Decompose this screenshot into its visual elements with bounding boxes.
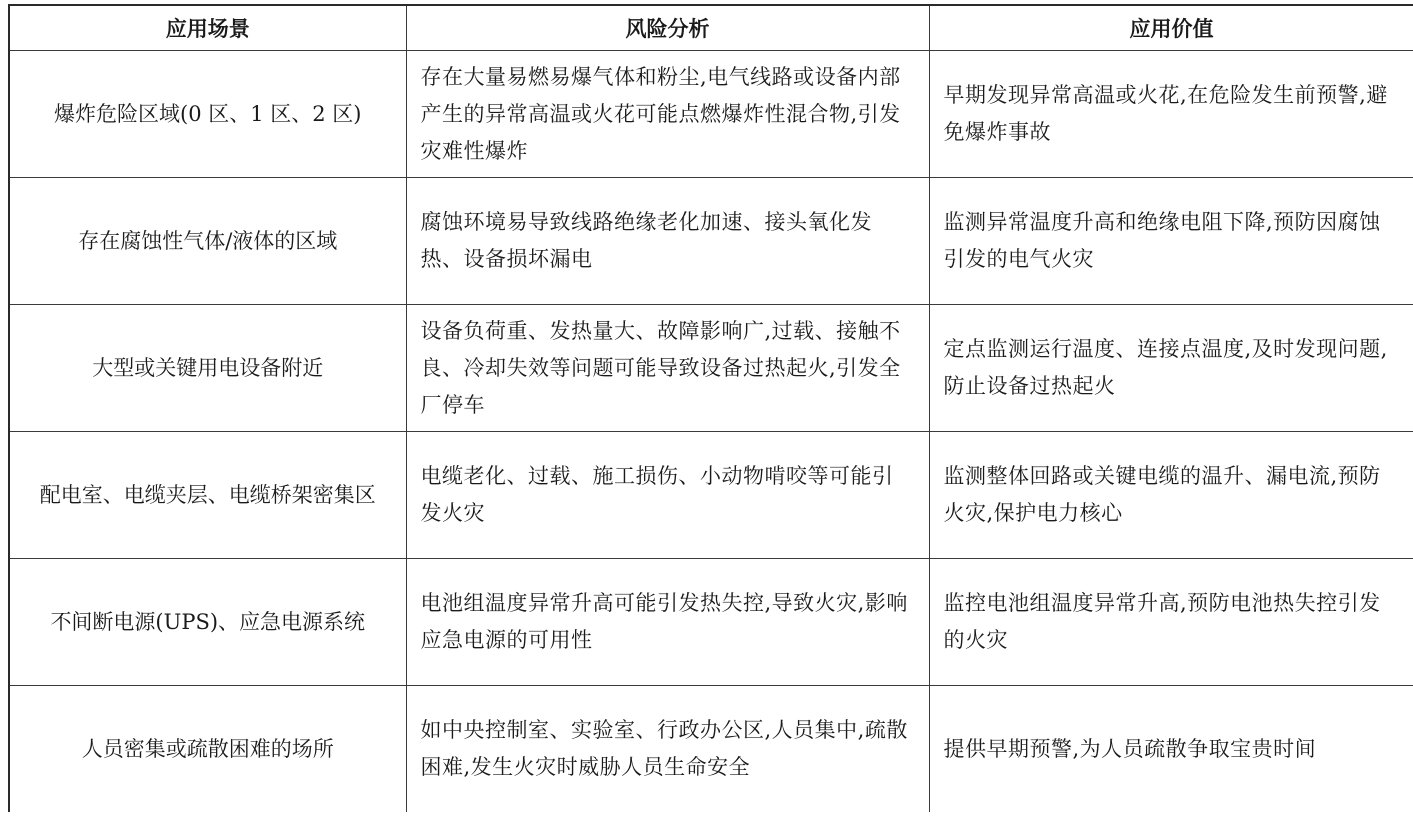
cell-scene: 存在腐蚀性气体/液体的区域 <box>9 178 406 305</box>
header-value: 应用价值 <box>929 5 1413 51</box>
table-header-row <box>9 5 1413 51</box>
application-table-container <box>8 4 1413 825</box>
cell-risk: 电池组温度异常升高可能引发热失控,导致火灾,影响应急电源的可用性 <box>406 559 929 686</box>
cell-risk: 腐蚀环境易导致线路绝缘老化加速、接头氧化发热、设备损坏漏电 <box>406 178 929 305</box>
cell-risk: 如中央控制室、实验室、行政办公区,人员集中,疏散困难,发生火灾时威胁人员生命安全 <box>406 686 929 813</box>
table-row <box>9 178 1413 305</box>
cell-scene: 配电室、电缆夹层、电缆桥架密集区 <box>9 432 406 559</box>
table-row <box>9 559 1413 686</box>
cell-value: 监测异常温度升高和绝缘电阻下降,预防因腐蚀引发的电气火灾 <box>929 178 1413 305</box>
table-row <box>9 432 1413 559</box>
cell-scene: 爆炸危险区域(0 区、1 区、2 区) <box>9 51 406 178</box>
application-scenario-table <box>8 4 1413 812</box>
table-row <box>9 305 1413 432</box>
cell-scene: 大型或关键用电设备附近 <box>9 305 406 432</box>
cell-value: 监测整体回路或关键电缆的温升、漏电流,预防火灾,保护电力核心 <box>929 432 1413 559</box>
table-row <box>9 51 1413 178</box>
cell-risk: 存在大量易燃易爆气体和粉尘,电气线路或设备内部产生的异常高温或火花可能点燃爆炸性混合物,引发灾难性爆炸 <box>406 51 929 178</box>
cell-risk: 设备负荷重、发热量大、故障影响广,过载、接触不良、冷却失效等问题可能导致设备过热起火,引发全厂停车 <box>406 305 929 432</box>
cell-risk: 电缆老化、过载、施工损伤、小动物啃咬等可能引发火灾 <box>406 432 929 559</box>
cell-value: 定点监测运行温度、连接点温度,及时发现问题,防止设备过热起火 <box>929 305 1413 432</box>
cell-value: 监控电池组温度异常升高,预防电池热失控引发的火灾 <box>929 559 1413 686</box>
header-risk: 风险分析 <box>406 5 929 51</box>
cell-scene: 不间断电源(UPS)、应急电源系统 <box>9 559 406 686</box>
cell-value: 早期发现异常高温或火花,在危险发生前预警,避免爆炸事故 <box>929 51 1413 178</box>
header-scene: 应用场景 <box>9 5 406 51</box>
cell-scene: 人员密集或疏散困难的场所 <box>9 686 406 813</box>
table-row <box>9 686 1413 813</box>
cell-value: 提供早期预警,为人员疏散争取宝贵时间 <box>929 686 1413 813</box>
